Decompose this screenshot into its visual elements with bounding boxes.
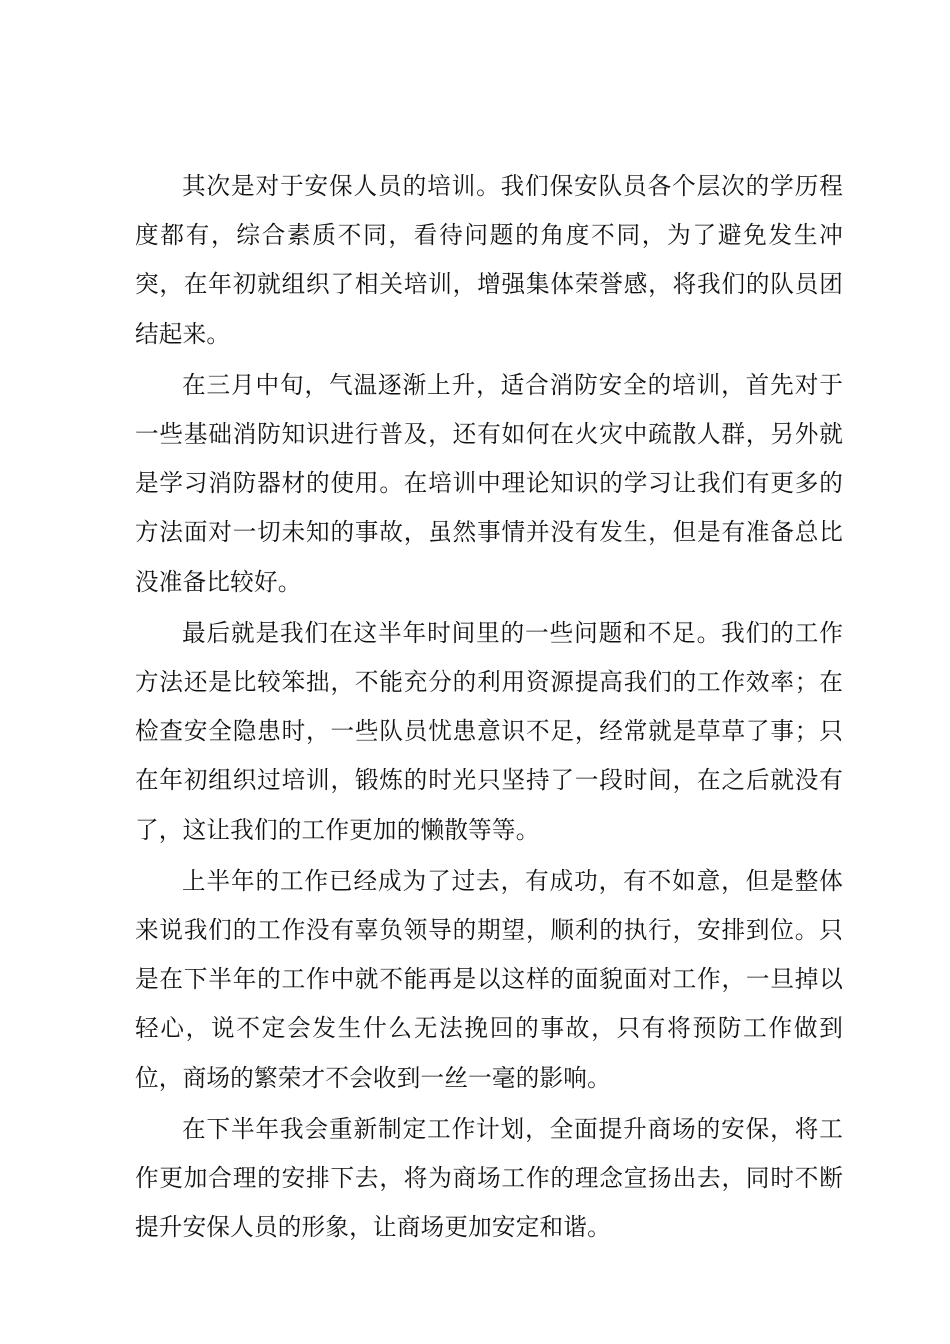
paragraph-summary: 上半年的工作已经成为了过去，有成功，有不如意，但是整体来说我们的工作没有辜负领导的期望，顺利的执行，安排到位。只是在下半年的工作中就不能再是以这样的面貌面对工作，一旦掉以轻心，说不定会发生什么无法挽回的事故，只有将预防工作做到位，商场的繁荣才不会收到一丝一毫的影响。 bbox=[135, 866, 843, 1092]
paragraph-training: 其次是对于安保人员的培训。我们保安队员各个层次的学历程度都有，综合素质不同，看待问题的角度不同，为了避免发生冲突，在年初就组织了相关培训，增强集体荣誉感，将我们的队员团结起来。 bbox=[135, 172, 843, 348]
paragraph-fire-safety: 在三月中旬，气温逐渐上升，适合消防安全的培训，首先对于一些基础消防知识进行普及，还有如何在火灾中疏散人群，另外就是学习消防器材的使用。在培训中理论知识的学习让我们有更多的方法面对一切未知的事故，虽然事情并没有发生，但是有准备总比没准备比较好。 bbox=[135, 370, 843, 596]
paragraph-plan: 在下半年我会重新制定工作计划，全面提升商场的安保，将工作更加合理的安排下去，将为商场工作的理念宣扬出去，同时不断提升安保人员的形象，让商场更加安定和谐。 bbox=[135, 1114, 843, 1242]
document-body bbox=[135, 162, 843, 1254]
paragraph-shortcomings: 最后就是我们在这半年时间里的一些问题和不足。我们的工作方法还是比较笨拙，不能充分的利用资源提高我们的工作效率；在检查安全隐患时，一些队员忧患意识不足，经常就是草草了事；只在年初组织过培训，锻炼的时光只坚持了一段时间，在之后就没有了，这让我们的工作更加的懒散等等。 bbox=[135, 618, 843, 844]
